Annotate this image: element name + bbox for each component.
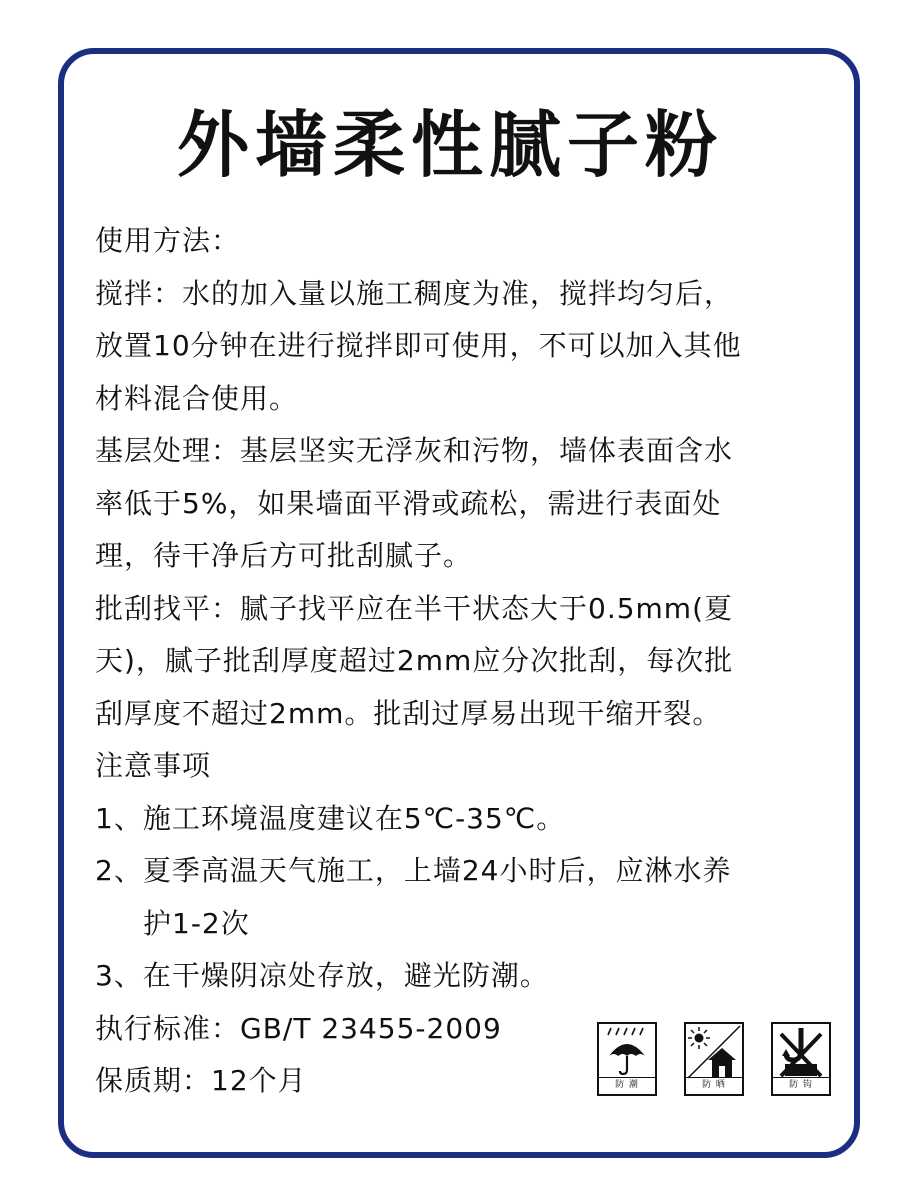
no-hooks-label: 防 钩 (773, 1077, 829, 1094)
mixing-line-3: 材料混合使用。 (95, 381, 299, 415)
base-treatment-line-2: 率低于5%，如果墙面平滑或疏松，需进行表面处 (95, 486, 722, 520)
no-hook-icon (773, 1024, 829, 1080)
keep-out-of-sun-symbol (684, 1022, 744, 1096)
sun-icon (686, 1024, 742, 1080)
instructions-text (95, 215, 855, 1108)
base-treatment-line-1: 基层处理：基层坚实无浮灰和污物，墙体表面含水 (95, 434, 734, 467)
note-item-1: 1、施工环境温度建议在5℃-35℃。 (95, 801, 566, 835)
keep-dry-symbol (597, 1022, 657, 1096)
umbrella-icon (599, 1024, 655, 1080)
notes-heading: 注意事项 (95, 749, 212, 782)
leveling-line-1: 批刮找平：腻子找平应在半干状态大于0.5mm(夏 (95, 591, 734, 625)
keep-out-of-sun-label: 防 晒 (686, 1077, 742, 1094)
mixing-line-1: 搅拌：水的加入量以施工稠度为准，搅拌均匀后， (95, 276, 734, 310)
note-item-2: 2、夏季高温天气施工，上墙24小时后，应淋水养 (95, 854, 732, 887)
leveling-line-2: 天)，腻子批刮厚度超过2mm应分次批刮，每次批 (95, 644, 734, 677)
mixing-line-2: 放置10分钟在进行搅拌即可使用，不可以加入其他 (95, 329, 742, 362)
shelf-life-line: 保质期：12个月 (95, 1064, 307, 1097)
leveling-line-3: 刮厚度不超过2mm。批刮过厚易出现干缩开裂。 (95, 696, 722, 730)
storage-icons (597, 1022, 831, 1096)
base-treatment-line-3: 理，待干净后方可批刮腻子。 (95, 539, 473, 572)
note-item-3: 3、在干燥阴凉处存放，避光防潮。 (95, 959, 549, 992)
product-title: 外墙柔性腻子粉 (176, 102, 723, 187)
no-hooks-symbol (771, 1022, 831, 1096)
standard-line: 执行标准：GB/T 23455-2009 (95, 1011, 502, 1045)
keep-dry-label: 防 潮 (599, 1077, 655, 1094)
note-item-2-continued: 护1-2次 (143, 906, 250, 940)
usage-heading: 使用方法： (95, 224, 241, 257)
